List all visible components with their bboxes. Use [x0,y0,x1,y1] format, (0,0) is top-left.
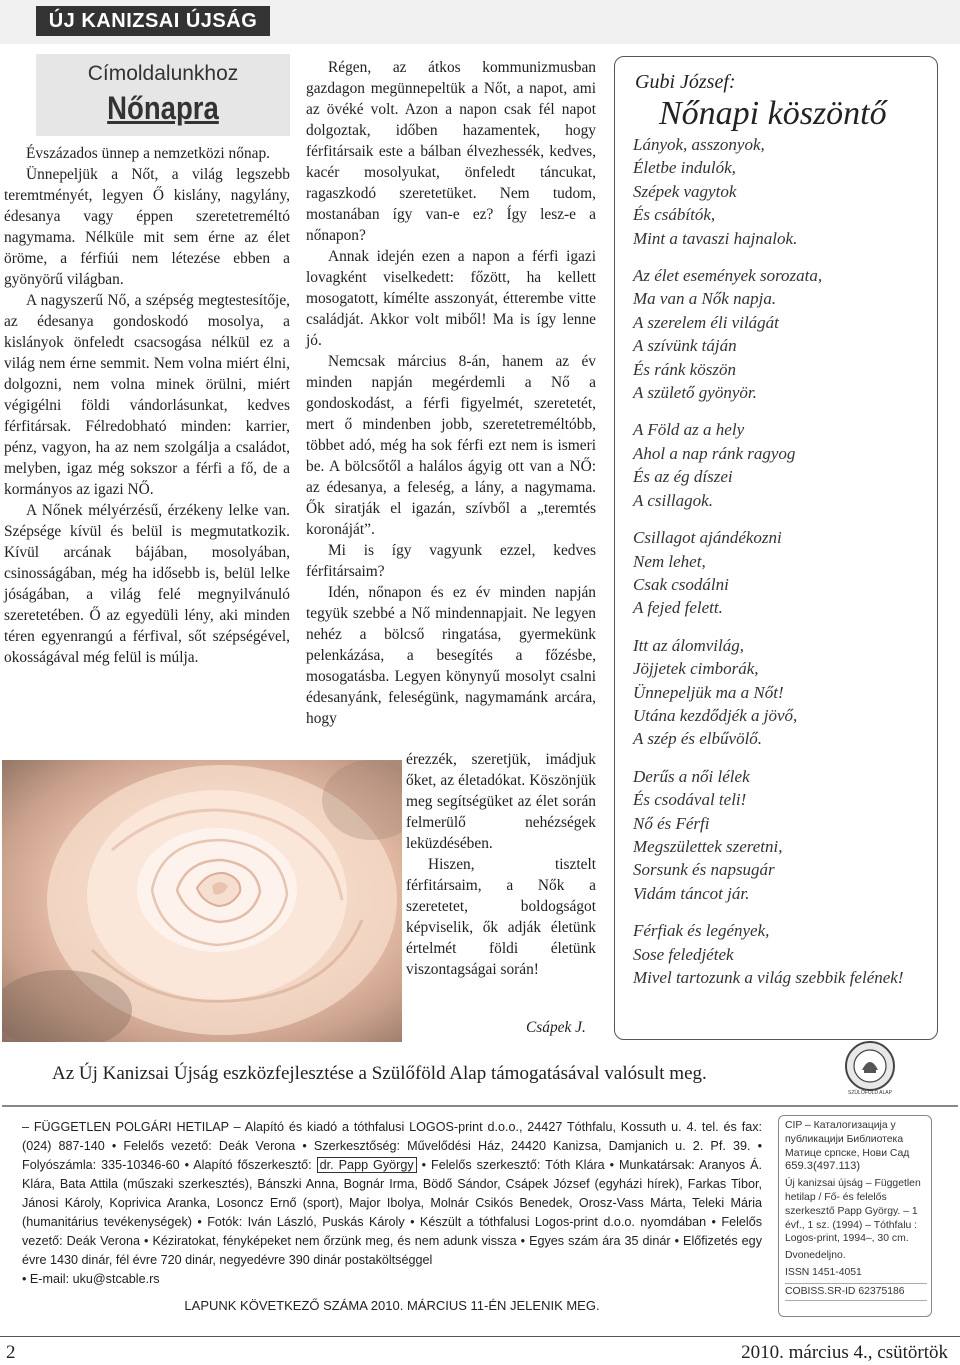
article-column-2 [306,57,596,729]
imprint [22,1118,762,1289]
poem-line: Jöjjetek cimborák, [633,659,759,679]
masthead-title: ÚJ KANIZSAI ÚJSÁG [36,6,270,36]
poem-line: Lányok, asszonyok, [633,135,765,154]
paragraph: Ünnepeljük a Nőt, a világ legszebb teremtményét, legyen Ő kislány, nagylány, édesanya vagy éppen szeretetreméltó nagymama. Nélküle mit sem érne az élet öröme, a férfiúi nem létezése ebben a gyönyörű világban. [4,166,290,288]
poem-line: És csábítók, [633,205,716,225]
next-issue-notice: LAPUNK KÖVETKEZŐ SZÁMA 2010. MÁRCIUS 11-ÉN JELENIK MEG. [184,1298,600,1313]
imprint-text: – FÜGGETLEN POLGÁRI HETILAP – Alapító és kiadó a tóthfalusi LOGOS-print d.o.o., 24427 Tóthfalu, Kossuth u. 4. tel. és fax: (024) 887-140 • Felelős vezető: Deák Verona • Szerkesztőség: Művelődési Ház, 24420 Kanizsa, Damjanich u. 2. Pf. 39. • Folyószámla: 335-10346-60 • Alapító főszerkesztő: [22,1120,762,1172]
poem-line: És csodával teli! [633,790,747,810]
paragraph: Régen, az átkos kommunizmusban gazdagon megünnepeltük a Nőt, a napot, ami az övéké volt. Azon a napon csak fél napot dolgoztak, időben hazamentek, hogy férfitársaik este a bálban élvezhessék, kedves, kacér mosolyukat, önfeledt táncukat, ragaszkodó szeretetüket. Nem tudom, mostanában így van-e ez? Így lesz-e a nőnapon? [306,59,596,244]
poem-line: Nem lehet, [633,551,706,571]
poem-line: Megszülettek szeretni, [633,836,783,856]
poem-line: A csillagok. [633,490,713,510]
poem-line: Mint a tavaszi hajnalok. [633,228,798,248]
poem-stanza [633,765,929,905]
divider [2,1105,958,1107]
issue-date: 2010. március 4., csütörtök [741,1342,948,1363]
email-link[interactable]: • E-mail: uku@stcable.rs [22,1272,160,1286]
seal-caption: SZÜLŐFÖLD ALAP [848,1090,892,1096]
poem-text [633,133,929,1003]
poem-line: És ránk köszön [633,359,736,379]
poem-stanza [633,634,929,751]
page-number: 2 [6,1342,16,1363]
paragraph: érezzék, szeretjük, imádjuk őket, az életadókat. Köszönjük meg segítségüket az élet során felmerülő nehézségek leküzdésében. [406,751,596,852]
masthead-bar [0,0,960,44]
cip-issn: ISSN 1451-4051 [785,1266,862,1278]
paragraph: Évszázados ünnep a nemzetközi nőnap. [26,145,271,162]
poem-line: Ünnepeljük ma a Nőt! [633,682,784,702]
article-column-1 [4,143,290,668]
headline: Nőnapra [107,90,219,126]
poem-line: Derűs a női lélek [633,766,750,786]
poem-line: Az élet események sorozata, [633,266,823,286]
cip-header: CIP – Каталогизација у публикацији Библиотека Матице српске, Нови Сад [785,1120,910,1159]
szulofold-seal-icon [842,1040,898,1096]
poem-line: A szép és elbűvölő. [633,729,763,749]
poem-line: Itt az álomvilág, [633,635,744,655]
footer-rule [0,1336,960,1337]
kicker: Címoldalunkhoz [87,62,239,85]
poem-line: A születő gyönyör. [633,383,757,403]
poem-line: Ma van a Nők napja. [633,289,777,309]
poem-line: Csillagot ajándékozni [633,528,782,548]
article-column-2-continued [406,749,596,980]
poem-author: Gubi József: [635,71,736,93]
paragraph: Mi is így vagyunk ezzel, kedves férfitársaim? [306,542,596,580]
cip-udc: 659.3(497.113) [785,1160,861,1173]
paragraph: A nagyszerű Nő, a szépség megtestesítője, az édesanya gondoskodó mosolya, a kislányok önfeledt csacsogása nélkül ez a világ nem érne semmit. Nem volna miért élni, dolgozni, nem volna minek örülni, miért végigélni földi vándorlásunkat, kedves férfitársak. Félredobható minden: karrier, pénz, vagyon, ha az nem szolgálja a családot, melyben, igaz még sokszor a férfi a fő, de a kormányos az igazi NŐ. [4,292,290,498]
paragraph: A Nőnek mélyérzésű, érzékeny lelke van. Szépsége kívül és belül is megmutatkozik. Kívül arcának bájában, mosolyában, csinosságában, még ha idősebb is, belül lelke jóságában, a világ felé megnyilvánuló szeretetében. Ő az egyedüli lény, aki minden téren egyenrangú a férfival, sőt szépségével, okosságával még felül is múlja. [4,502,290,666]
poem-line: Vidám táncot jár. [633,883,750,903]
paragraph: Annak idején ezen a napon a férfi igazi lovagként viselkedett: főzött, ha kellett mosogatott, kímélte asszonyát, étterembe vitte családját. Akkor volt miből! Ma is így lenne jó. [306,248,596,349]
founding-editor: dr. Papp György [317,1157,417,1173]
poem-line: A Föld az a hely [633,420,745,440]
rose-photo [2,760,402,1042]
poem-title: Nőnapi köszöntő [659,95,887,132]
poem-line: Csak csodálni [633,574,729,594]
poem-line: Szépek vagytok [633,181,737,201]
paragraph: Nemcsak március 8-án, hanem az év minden napján megérdemli a Nő a gondoskodást, a férfi figyelmét, szeretetét, mert ő mindenben jobb, szeretetreméltóbb, többet adó, még ha sok férfi ezt nem is ismeri be. A bölcsőtől a halálos ágyig ott van a NŐ: az édesanya, a feleség, a lány, a nagymama. Ők siratják el igazán, szívből a „teremtés koronáját”. [306,353,596,538]
article-signature: Csápek J. [526,1019,586,1036]
cip-cobiss: COBISS.SR-ID 62375186 [785,1283,927,1301]
poem-line: Mivel tartozunk a világ szebbik felének! [633,968,904,987]
poem-line: Nő és Férfi [633,813,710,833]
cip-frequency: Dvonedeljno. [785,1250,846,1262]
poem-stanza [633,264,929,404]
poem-line: A szívünk táján [633,336,737,356]
poem-line: Életbe indulók, [633,158,736,178]
poem-line: Sose feledjétek [633,944,734,964]
rose-icon [2,760,402,1042]
paragraph: Hiszen, tisztelt férfitársaim, a Nők a szeretetet, boldogságot képviselik, ők adják életünk értelmét földi életünk viszontagságai során! [406,856,596,978]
poem-stanza [633,919,929,989]
paragraph: Idén, nőnapon és ez év minden napján tegyük szebbé a Nő mindennapjait. Ne legyen nehéz a bölcső ringatása, gyermekünk pelenkázása, a besegítés a főzésbe, mosogatásba. Legyen könynyű mosolyt csalni édesanyánk, feleségünk, nagymamánk arcára, hogy [306,584,596,727]
poem-line: A fejed felett. [633,598,723,618]
poem-line: Utána kezdődjék a jövő, [633,705,798,725]
intro-box [36,54,290,136]
poem-stanza [633,133,929,250]
poem-line: Sorsunk és napsugár [633,860,775,880]
cip-box [778,1115,932,1317]
poem-line: Férfiak és legények, [633,921,770,941]
poem-line: Ahol a nap ránk ragyog [633,443,796,463]
poem-stanza [633,418,929,512]
poem-stanza [633,526,929,620]
poem-box [614,56,938,1040]
support-line: Az Új Kanizsai Újság eszközfejlesztése a Szülőföld Alap támogatásával valósult meg. [52,1063,707,1084]
poem-line: A szerelem éli világát [633,312,779,332]
imprint-text: • Felelős szerkesztő: Tóth Klára • Munkatársak: Aranyos Á. Klára, Bata Attila (műszaki szerkesztés), Bánszki Anna, Bognár Irma, Bödő Sándor, Csápek József (egyházi hírek), Farkas Tibor, Jánosi Károly, Koprivica Aranka, Losoncz Ernő (sport), Major Ibolya, Molnár Csikós Benedek, Orosz-Vass Márta, Teleki Mária (humanitárius tevékenységek) • Fotók: Iván László, Puskás Károly • Készült a tóthfalusi Logos-print d.o.o. nyomdában • Felelős vezető: Deák Verona • Kéziratokat, fényképeket nem őrzünk meg, és nem adunk vissza • Egyes szám ára 35 dinár • Előfizetés egy évre 1430 dinár, fél évre 720 dinár, negyedévre 390 dinár postaköltséggel [22,1158,763,1267]
cip-description: Új kanizsai újság – Független hetilap / Fő- és felelős szerkesztő Papp György. – 1 évf., 1 sz. (1994) – Tóthfalu : Logos-print, 1994–, 30 cm. [785,1178,921,1245]
poem-line: És az ég díszei [633,467,733,487]
